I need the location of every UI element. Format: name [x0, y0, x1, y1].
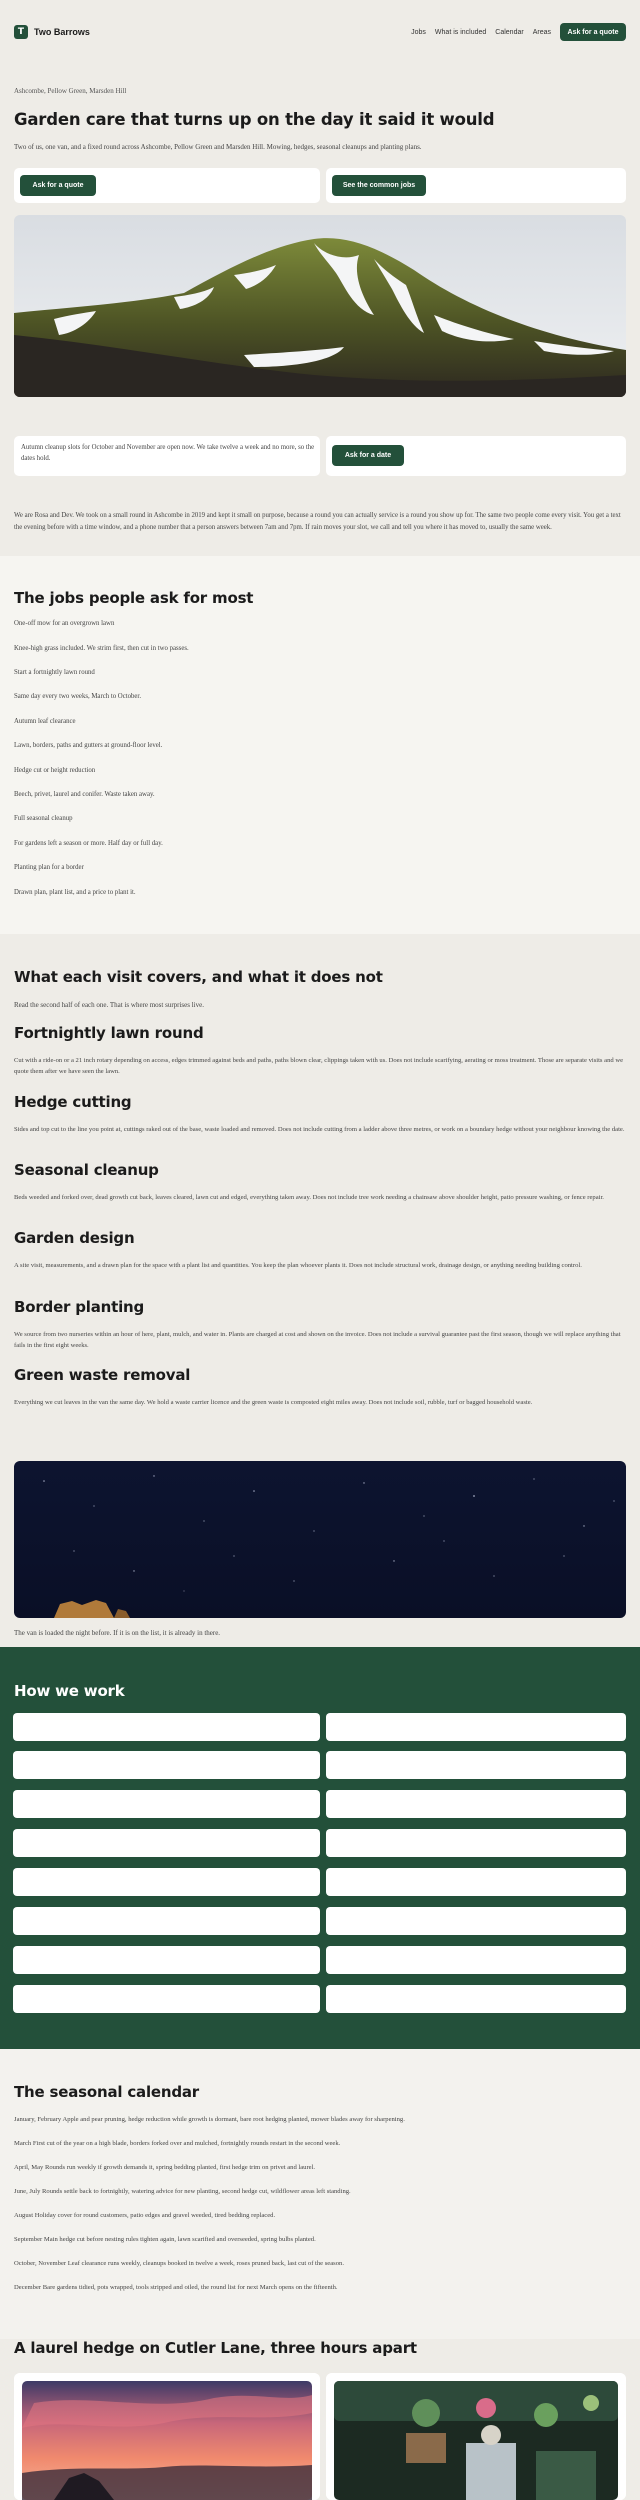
brand-logo[interactable] [14, 25, 90, 39]
how-card [326, 1713, 626, 1741]
how-card [326, 1790, 626, 1818]
hero-lede: Two of us, one van, and a fixed round across Ashcombe, Pellow Green and Marsden Hill. Mowing, hedges, seasonal cleanups and planting plans. [14, 143, 422, 151]
how-we-work-title: How we work [14, 1682, 125, 1700]
job-title[interactable]: Autumn leaf clearance [14, 718, 76, 725]
gallery-card-after[interactable] [326, 2373, 626, 2500]
job-desc: For gardens left a season or more. Half day or full day. [14, 840, 163, 847]
season-item: June, July Rounds settle back to fortnightly, watering advice for new planting, second hedge cut, wildflower areas left standing. [14, 2188, 351, 2195]
season-item: April, May Rounds run weekly if growth demands it, spring bedding planted, first hedge trim on privet and laurel. [14, 2164, 316, 2171]
gallery-title: A laurel hedge on Cutler Lane, three hours apart [14, 2339, 417, 2357]
service-title: Fortnightly lawn round [14, 1024, 204, 1042]
van-caption: The van is loaded the night before. If it is on the list, it is already in there. [14, 1629, 221, 1637]
how-card [13, 1946, 320, 1974]
service-title: Border planting [14, 1298, 145, 1316]
job-desc: Lawn, borders, paths and gutters at ground-floor level. [14, 742, 163, 749]
header-quote-button[interactable]: Ask for a quote [560, 23, 626, 41]
page-title: Garden care that turns up on the day it said it would [14, 110, 495, 129]
job-title[interactable]: Start a fortnightly lawn round [14, 669, 95, 676]
season-item: August Holiday cover for round customers, patio edges and gravel weeded, tired bedding replaced. [14, 2212, 276, 2219]
how-card [326, 1829, 626, 1857]
job-desc: Knee-high grass included. We strim first, then cut in two passes. [14, 645, 189, 652]
job-desc: Beech, privet, laurel and conifer. Waste taken away. [14, 791, 155, 798]
job-title[interactable]: Hedge cut or height reduction [14, 767, 96, 774]
job-title[interactable]: Planting plan for a border [14, 864, 84, 871]
service-desc: Sides and top cut to the line you point at, cuttings raked out of the base, waste loaded and removed. Does not include cutting from a ladder above three metres, or work on a boundary hedge without your neighbour knowing the date. [14, 1126, 625, 1133]
sunset-photo [14, 2373, 320, 2500]
how-card [13, 1829, 320, 1857]
mountain-illustration [14, 215, 626, 397]
availability-card [14, 436, 320, 476]
ask-date-card [326, 436, 626, 476]
how-card [13, 1907, 320, 1935]
service-desc: A site visit, measurements, and a drawn plan for the space with a plant list and quantities. You keep the plan whoever plants it. Does not include structural work, drainage design, or anything needing building control. [14, 1262, 582, 1269]
season-item: January, February Apple and pear pruning, hedge reduction while growth is dormant, bare root hedging planted, mower blades away for sharpening. [14, 2116, 405, 2123]
covers-title: What each visit covers, and what it does not [14, 968, 383, 986]
van-night-image [14, 1461, 626, 1618]
ask-date-button[interactable]: Ask for a date [332, 445, 404, 466]
service-desc: We source from two nurseries within an hour of here, plant, mulch, and water in. Plants are charged at cost and shown on the invoice. Does not include a survival guarantee past the first season, though we will replace anything that fails in the first eight weeks. [14, 1331, 621, 1349]
how-card [13, 1751, 320, 1779]
job-title[interactable]: Full seasonal cleanup [14, 815, 73, 822]
service-title: Seasonal cleanup [14, 1161, 159, 1179]
service-desc: Cut with a ride-on or a 21 inch rotary depending on access, edges trimmed against beds and paths, paths blown clear, clippings taken with us. Does not include scarifying, aerating or moss treatment. Those are separate visits and we quote them after we have seen the lawn. [14, 1057, 624, 1075]
job-title[interactable]: One-off mow for an overgrown lawn [14, 620, 115, 627]
jobs-card [326, 168, 626, 203]
how-card [13, 1868, 320, 1896]
night-sky-illustration [14, 1461, 626, 1618]
how-card [326, 1946, 626, 1974]
see-jobs-button[interactable]: See the common jobs [332, 175, 426, 196]
nav-link-calendar[interactable]: Calendar [495, 28, 524, 36]
nav-link-jobs[interactable]: Jobs [411, 28, 426, 36]
season-item: September Main hedge cut before nesting rules tighten again, lawn scarified and overseeded, spring bulbs planted. [14, 2236, 316, 2243]
site-header [0, 0, 640, 64]
seasonal-title: The seasonal calendar [14, 2083, 199, 2101]
service-desc: Everything we cut leaves in the van the same day. We hold a waste carrier licence and the green waste is composted eight miles away. Does not include soil, rubble, turf or bagged household waste. [14, 1399, 533, 1406]
job-desc: Same day every two weeks, March to October. [14, 693, 142, 700]
nav-link-included[interactable]: What is included [434, 28, 487, 36]
season-item: March First cut of the year on a high blade, borders forked over and mulched, fortnightly rounds restart in the second week. [14, 2140, 341, 2147]
logo-mark-icon: T [14, 25, 28, 39]
how-card [326, 1907, 626, 1935]
brand-name: Two Barrows [34, 27, 90, 37]
mountain-hero-image [14, 215, 626, 397]
how-card [13, 1985, 320, 2013]
service-title: Garden design [14, 1229, 135, 1247]
availability-text: Autumn cleanup slots for October and November are open now. We take twelve a week and no more, so the dates hold. [21, 444, 315, 462]
quote-card [14, 168, 320, 203]
service-title: Hedge cutting [14, 1093, 132, 1111]
how-card [13, 1713, 320, 1741]
how-card [326, 1868, 626, 1896]
jobs-title: The jobs people ask for most [14, 589, 254, 607]
how-card [326, 1985, 626, 2013]
season-item: December Bare gardens tidied, pots wrapped, tools stripped and oiled, the round list for next March opens on the fifteenth. [14, 2284, 338, 2291]
breadcrumb: Ashcombe, Pellow Green, Marsden Hill [14, 87, 127, 95]
service-title: Green waste removal [14, 1366, 191, 1384]
garden-plants-photo [326, 2373, 626, 2500]
about-text: We are Rosa and Dev. We took on a small round in Ashcombe in 2019 and kept it small on purpose, because a round you can actually service is a round you show up for. The same two people come every visit. You get a text the evening before with a time window, and a phone number that a person answers between 7am and 7pm. If rain moves your slot, we call and tell you where it has moved to, usually the same week. [14, 512, 621, 531]
main-nav [411, 23, 626, 41]
nav-link-areas[interactable]: Areas [532, 28, 551, 36]
how-card [13, 1790, 320, 1818]
gallery-card-before[interactable] [14, 2373, 320, 2500]
hero-quote-button[interactable]: Ask for a quote [20, 175, 96, 196]
job-desc: Drawn plan, plant list, and a price to plant it. [14, 889, 136, 896]
service-desc: Beds weeded and forked over, dead growth cut back, leaves cleared, lawn cut and edged, everything taken away. Does not include tree work needing a chainsaw above shoulder height, patio pressure washing, or fence repair. [14, 1194, 604, 1201]
how-card [326, 1751, 626, 1779]
season-item: October, November Leaf clearance runs weekly, cleanups booked in twelve a week, roses pruned back, last cut of the season. [14, 2260, 344, 2267]
covers-intro: Read the second half of each one. That is where most surprises live. [14, 1001, 204, 1009]
